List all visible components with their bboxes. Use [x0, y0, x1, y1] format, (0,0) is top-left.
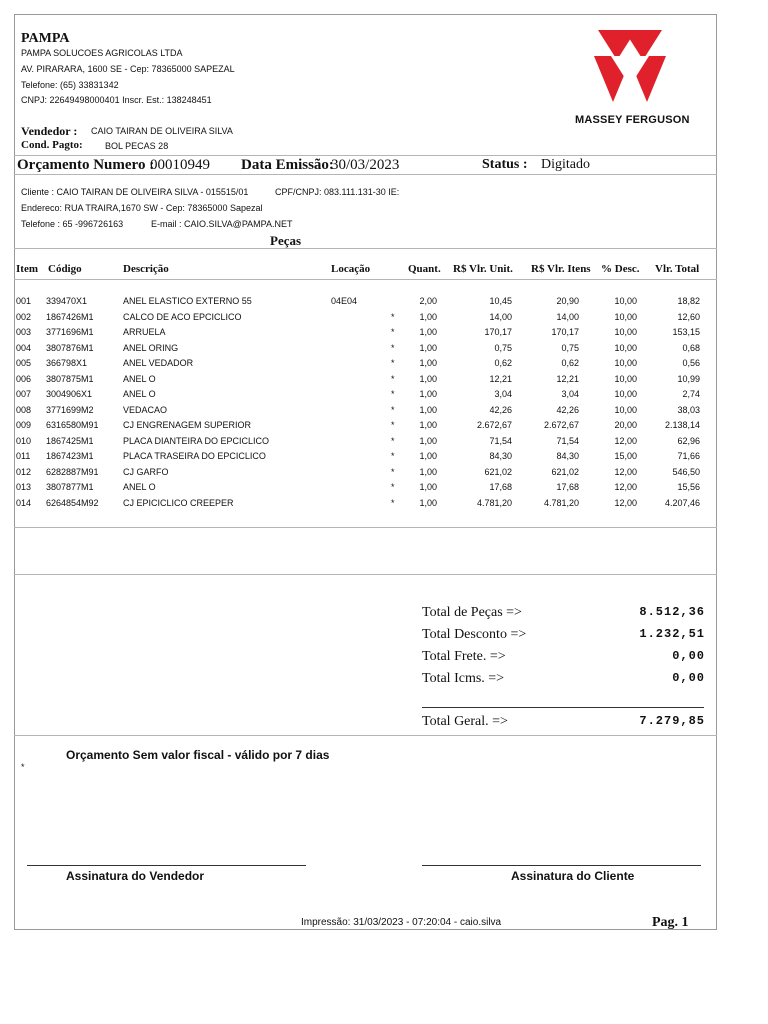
- cell-total: 2,74: [682, 389, 700, 399]
- cell-itens: 71,54: [556, 435, 579, 446]
- cell-qty: 1,00: [419, 373, 437, 384]
- issue-date: 30/03/2023: [331, 157, 400, 173]
- cell-itens: 14,00: [556, 311, 579, 322]
- divider: [14, 174, 717, 175]
- cell-item: 008: [16, 404, 32, 415]
- cell-loc: *: [391, 342, 395, 353]
- cell-loc: *: [391, 482, 395, 492]
- cell-total: 38,03: [677, 404, 700, 415]
- validity-note: Orçamento Sem valor fiscal - válido por 7 dias: [66, 748, 330, 762]
- cell-desc_pct: 20,00: [614, 420, 637, 430]
- page-number: Pag. 1: [652, 915, 689, 930]
- cell-unit: 42,26: [489, 404, 512, 415]
- cell-item: 007: [16, 389, 32, 399]
- cell-desc: CALCO DE ACO EPCICLICO: [123, 311, 242, 322]
- cell-desc_pct: 10,00: [614, 373, 637, 384]
- cell-code: 339470X1: [46, 296, 88, 306]
- cell-qty: 2,00: [419, 296, 437, 306]
- cell-desc: CJ ENGRENAGEM SUPERIOR: [123, 420, 252, 430]
- divider: [14, 735, 717, 736]
- quote-number: 00010949: [150, 157, 210, 173]
- cell-desc_pct: 10,00: [614, 327, 637, 337]
- table-row: [0, 482, 768, 496]
- cell-code: 3771696M1: [46, 327, 94, 337]
- cell-itens: 2.672,67: [543, 420, 579, 430]
- company-address: AV. PIRARARA, 1600 SE - Cep: 78365000 SAPEZAL: [21, 64, 235, 74]
- status-value: Digitado: [541, 157, 590, 172]
- cell-qty: 1,00: [419, 435, 437, 446]
- divider: [14, 279, 717, 280]
- cell-itens: 0,75: [561, 342, 579, 353]
- cell-qty: 1,00: [419, 327, 437, 337]
- cell-code: 6264854M92: [46, 497, 99, 508]
- cell-total: 546,50: [672, 466, 700, 477]
- divider: [14, 574, 717, 575]
- cell-loc: *: [391, 389, 395, 399]
- cell-code: 6282887M91: [46, 466, 99, 477]
- cell-desc_pct: 12,00: [614, 482, 637, 492]
- client-email: E-mail : CAIO.SILVA@PAMPA.NET: [151, 219, 293, 229]
- company-legal-name: PAMPA SOLUCOES AGRICOLAS LTDA: [21, 48, 183, 58]
- total-icms-label: Total Icms. =>: [422, 671, 505, 686]
- payment-value: BOL PECAS 28: [105, 141, 169, 151]
- cell-code: 1867423M1: [46, 451, 94, 461]
- cell-desc_pct: 15,00: [614, 451, 637, 461]
- cell-item: 010: [16, 435, 32, 446]
- cell-code: 1867426M1: [46, 311, 94, 322]
- cell-qty: 1,00: [419, 358, 437, 368]
- footnote-asterisk: *: [21, 762, 25, 772]
- seller-signature-line: [27, 865, 306, 866]
- massey-ferguson-logo-icon: [590, 30, 670, 105]
- table-row: [0, 312, 768, 326]
- cell-code: 6316580M91: [46, 420, 99, 430]
- cell-total: 2.138,14: [664, 420, 700, 430]
- cell-loc: *: [391, 497, 395, 508]
- cell-code: 3807877M1: [46, 482, 94, 492]
- divider: [14, 155, 717, 156]
- cell-qty: 1,00: [419, 482, 437, 492]
- cell-item: 001: [16, 296, 32, 306]
- cell-desc_pct: 12,00: [614, 466, 637, 477]
- cell-unit: 0,62: [494, 358, 512, 368]
- cell-total: 12,60: [677, 311, 700, 322]
- section-title: Peças: [270, 233, 302, 248]
- totals-separator: [422, 707, 704, 708]
- cell-qty: 1,00: [419, 389, 437, 399]
- col-description: Descrição: [123, 263, 169, 275]
- company-cnpj: CNPJ: 22649498000401 Inscr. Est.: 138248451: [21, 95, 212, 105]
- company-name: PAMPA: [21, 31, 70, 46]
- cell-qty: 1,00: [419, 342, 437, 353]
- cell-item: 002: [16, 311, 32, 322]
- cell-code: 3004906X1: [46, 389, 93, 399]
- total-freight-label: Total Frete. =>: [422, 649, 506, 664]
- cell-itens: 84,30: [556, 451, 579, 461]
- cell-desc: ANEL ORING: [123, 342, 179, 353]
- cell-desc: CJ EPICICLICO CREEPER: [123, 497, 234, 508]
- cell-qty: 1,00: [419, 497, 437, 508]
- cell-item: 004: [16, 342, 32, 353]
- cell-loc: *: [391, 327, 395, 337]
- grand-total-label: Total Geral. =>: [422, 714, 508, 729]
- cell-code: 3807875M1: [46, 373, 94, 384]
- cell-item: 005: [16, 358, 32, 368]
- cell-desc: PLACA DIANTEIRA DO EPCICLICO: [123, 435, 270, 446]
- table-header: [0, 263, 768, 277]
- cell-item: 011: [16, 451, 31, 461]
- cell-loc: *: [391, 466, 395, 477]
- cell-itens: 3,04: [561, 389, 579, 399]
- client-signature-label: Assinatura do Cliente: [511, 869, 635, 883]
- seller-label: Vendedor :: [21, 124, 78, 138]
- table-row: [0, 451, 768, 465]
- cell-item: 006: [16, 373, 32, 384]
- col-item: Item: [16, 263, 38, 275]
- cell-loc: *: [391, 373, 395, 384]
- status-label: Status :: [482, 157, 528, 172]
- cell-loc: *: [391, 311, 395, 322]
- table-row: [0, 343, 768, 357]
- cell-item: 012: [16, 466, 32, 477]
- cell-itens: 4.781,20: [543, 497, 579, 508]
- cell-desc_pct: 10,00: [614, 358, 637, 368]
- cell-desc: CJ GARFO: [123, 466, 169, 477]
- col-code: Código: [48, 263, 82, 275]
- client-name: Cliente : CAIO TAIRAN DE OLIVEIRA SILVA - 015515/01: [21, 187, 249, 197]
- quote-number-label: Orçamento Numero :: [17, 157, 155, 173]
- cell-unit: 71,54: [489, 435, 512, 446]
- cell-code: 366798X1: [46, 358, 88, 368]
- cell-qty: 1,00: [419, 466, 437, 477]
- cell-code: 1867425M1: [46, 435, 94, 446]
- cell-unit: 621,02: [484, 466, 512, 477]
- cell-itens: 12,21: [556, 373, 579, 384]
- cell-unit: 4.781,20: [476, 497, 512, 508]
- divider: [14, 248, 717, 249]
- cell-total: 10,99: [677, 373, 700, 384]
- table-row: [0, 296, 768, 310]
- cell-itens: 621,02: [551, 466, 579, 477]
- print-info: Impressão: 31/03/2023 - 07:20:04 - caio.silva: [301, 917, 502, 928]
- cell-unit: 0,75: [494, 342, 512, 353]
- table-row: [0, 405, 768, 419]
- cell-loc: *: [391, 358, 395, 368]
- cell-total: 0,56: [682, 358, 700, 368]
- payment-label: Cond. Pagto:: [21, 139, 83, 151]
- table-row: [0, 436, 768, 450]
- cell-desc: PLACA TRASEIRA DO EPCICLICO: [123, 451, 266, 461]
- cell-total: 0,68: [682, 342, 700, 353]
- cell-qty: 1,00: [419, 451, 437, 461]
- cell-total: 62,96: [677, 435, 700, 446]
- cell-desc: ANEL O: [123, 482, 156, 492]
- table-row: [0, 374, 768, 388]
- cell-item: 014: [16, 497, 32, 508]
- cell-itens: 20,90: [556, 296, 579, 306]
- table-row: [0, 467, 768, 481]
- cell-desc_pct: 10,00: [614, 311, 637, 322]
- cell-itens: 17,68: [556, 482, 579, 492]
- client-signature-line: [422, 865, 701, 866]
- table-row: [0, 420, 768, 434]
- cell-unit: 2.672,67: [476, 420, 512, 430]
- total-discount-label: Total Desconto =>: [422, 627, 527, 642]
- cell-unit: 14,00: [489, 311, 512, 322]
- col-location: Locação: [331, 263, 371, 275]
- col-items-price: R$ Vlr. Itens: [531, 263, 591, 275]
- cell-loc: 04E04: [331, 296, 358, 306]
- col-total: Vlr. Total: [655, 263, 700, 275]
- client-phone: Telefone : 65 -996726163: [21, 219, 124, 229]
- cell-desc: ARRUELA: [123, 327, 166, 337]
- cell-desc_pct: 12,00: [614, 497, 637, 508]
- cell-loc: *: [391, 420, 395, 430]
- cell-itens: 42,26: [556, 404, 579, 415]
- cell-code: 3807876M1: [46, 342, 94, 353]
- cell-desc: ANEL O: [123, 373, 156, 384]
- cell-unit: 12,21: [489, 373, 512, 384]
- cell-item: 013: [16, 482, 32, 492]
- cell-desc: ANEL O: [123, 389, 156, 399]
- cell-total: 4.207,46: [664, 497, 700, 508]
- cell-desc: VEDACAO: [123, 404, 168, 415]
- date-label: Data Emissão:: [241, 157, 334, 173]
- company-phone: Telefone: (65) 33831342: [21, 80, 119, 90]
- cell-unit: 3,04: [494, 389, 512, 399]
- cell-itens: 0,62: [561, 358, 579, 368]
- client-cpf: CPF/CNPJ: 083.111.131-30 IE:: [275, 187, 400, 197]
- total-freight-value: 0,00: [672, 649, 705, 663]
- cell-loc: *: [391, 451, 395, 461]
- cell-desc_pct: 10,00: [614, 389, 637, 399]
- cell-total: 18,82: [677, 296, 700, 306]
- cell-unit: 17,68: [489, 482, 512, 492]
- cell-desc: ANEL ELASTICO EXTERNO 55: [123, 296, 252, 306]
- total-discount-value: 1.232,51: [639, 627, 705, 641]
- cell-unit: 170,17: [484, 327, 512, 337]
- table-row: [0, 389, 768, 403]
- cell-desc_pct: 10,00: [614, 342, 637, 353]
- table-row: [0, 358, 768, 372]
- divider: [14, 527, 717, 528]
- cell-item: 009: [16, 420, 32, 430]
- cell-loc: *: [391, 404, 395, 415]
- cell-loc: *: [391, 435, 395, 446]
- total-parts-value: 8.512,36: [639, 605, 705, 619]
- cell-qty: 1,00: [419, 404, 437, 415]
- col-quantity: Quant.: [408, 263, 441, 275]
- grand-total-value: 7.279,85: [639, 714, 705, 728]
- cell-qty: 1,00: [419, 311, 437, 322]
- cell-itens: 170,17: [551, 327, 579, 337]
- seller-value: CAIO TAIRAN DE OLIVEIRA SILVA: [91, 126, 233, 136]
- cell-desc: ANEL VEDADOR: [123, 358, 194, 368]
- cell-desc_pct: 10,00: [614, 404, 637, 415]
- total-parts-label: Total de Peças =>: [422, 605, 522, 620]
- cell-total: 15,56: [677, 482, 700, 492]
- client-address: Endereco: RUA TRAIRA,1670 SW - Cep: 78365000 Sapezal: [21, 203, 263, 213]
- logo-brand-text: MASSEY FERGUSON: [575, 114, 690, 126]
- seller-signature-label: Assinatura do Vendedor: [66, 869, 205, 883]
- cell-desc_pct: 10,00: [614, 296, 637, 306]
- table-row: [0, 327, 768, 341]
- col-discount: % Desc.: [601, 263, 640, 275]
- cell-desc_pct: 12,00: [614, 435, 637, 446]
- cell-item: 003: [16, 327, 32, 337]
- total-icms-value: 0,00: [672, 671, 705, 685]
- cell-code: 3771699M2: [46, 404, 94, 415]
- cell-total: 71,66: [677, 451, 700, 461]
- cell-qty: 1,00: [419, 420, 437, 430]
- cell-total: 153,15: [672, 327, 700, 337]
- cell-unit: 10,45: [489, 296, 512, 306]
- table-row: [0, 498, 768, 512]
- cell-unit: 84,30: [489, 451, 512, 461]
- col-unit-price: R$ Vlr. Unit.: [453, 263, 513, 275]
